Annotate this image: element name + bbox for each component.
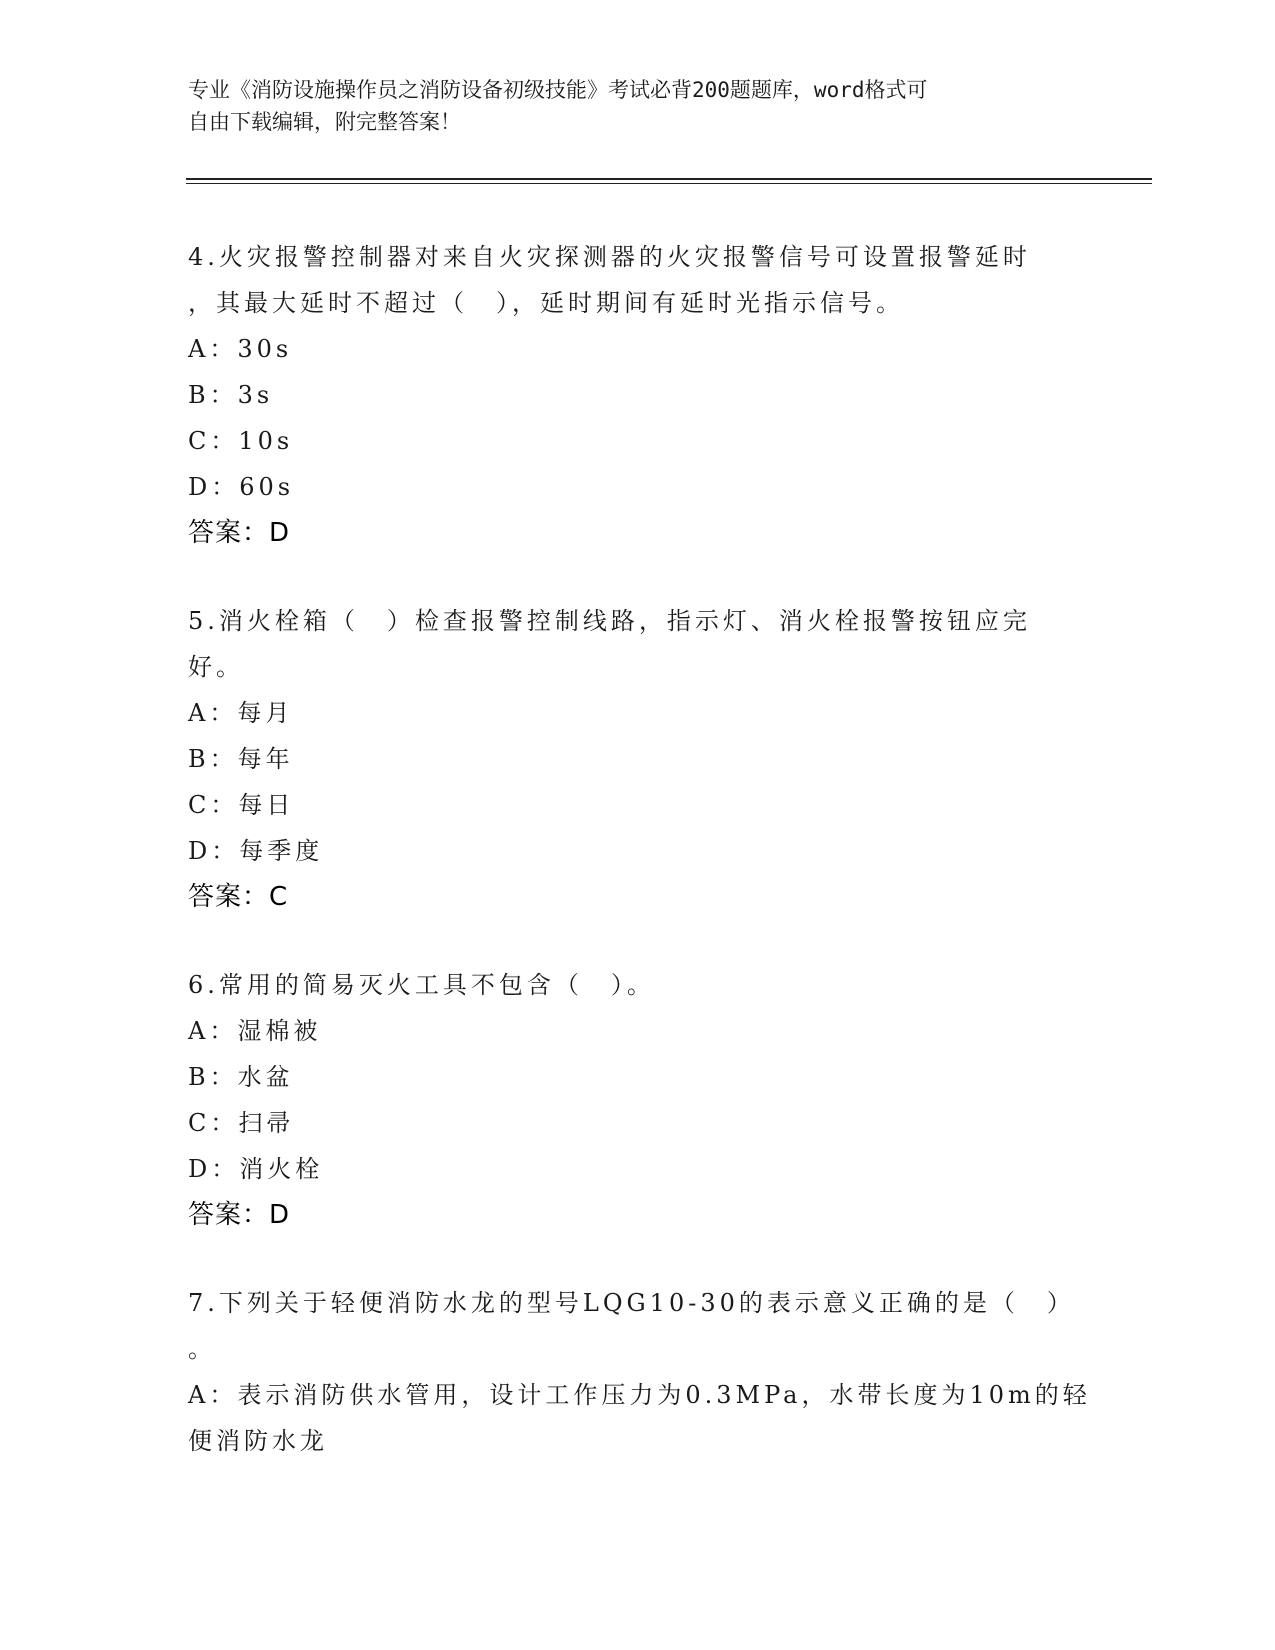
question-7 [188,1280,1091,1464]
option-c: C：每日 [188,791,295,819]
option-c: C：10s [188,427,294,455]
question-stem-line: 5.消火栓箱（ ）检查报警控制线路，指示灯、消火栓报警按钮应完 [188,607,1031,635]
question-4 [188,234,1088,556]
option-d: D：消火栓 [188,1155,324,1183]
question-stem-line: 。 [188,1335,216,1363]
option-b: B：水盆 [188,1063,294,1091]
option-d: D：每季度 [188,837,324,865]
question-stem-line: ，其最大延时不超过（ ），延时期间有延时光指示信号。 [188,289,904,317]
header-line-2: 自由下载编辑，附完整答案！ [188,110,461,134]
question-stem-line: 6.常用的简易灭火工具不包含（ ）。 [188,971,655,999]
question-stem-line: 7.下列关于轻便消防水龙的型号LQG10-30的表示意义正确的是（ ） [188,1289,1075,1317]
question-stem-line: 4.火灾报警控制器对来自火灾探测器的火灾报警信号可设置报警延时 [188,243,1031,271]
option-a-continued: 便消防水龙 [188,1427,328,1455]
option-b: B：3s [188,381,274,409]
answer: 答案：C [188,882,289,912]
option-a: A：每月 [188,699,294,727]
option-a: A：30s [188,335,293,363]
answer: 答案：D [188,518,291,548]
header-line-1: 专业《消防设施操作员之消防设备初级技能》考试必背200题题库，word格式可 [188,78,928,102]
option-a: A：表示消防供水管用，设计工作压力为0.3MPa，水带长度为10m的轻 [188,1381,1091,1409]
header-divider-top [186,178,1152,180]
question-5 [188,598,1088,920]
header-divider-bottom [186,183,1152,184]
option-c: C：扫帚 [188,1109,295,1137]
option-b: B：每年 [188,745,294,773]
question-stem-line: 好。 [188,653,244,681]
question-6 [188,962,1088,1238]
option-d: D：60s [188,473,295,501]
document-header [188,74,1088,138]
option-a: A：湿棉被 [188,1017,322,1045]
answer: 答案：D [188,1200,291,1230]
